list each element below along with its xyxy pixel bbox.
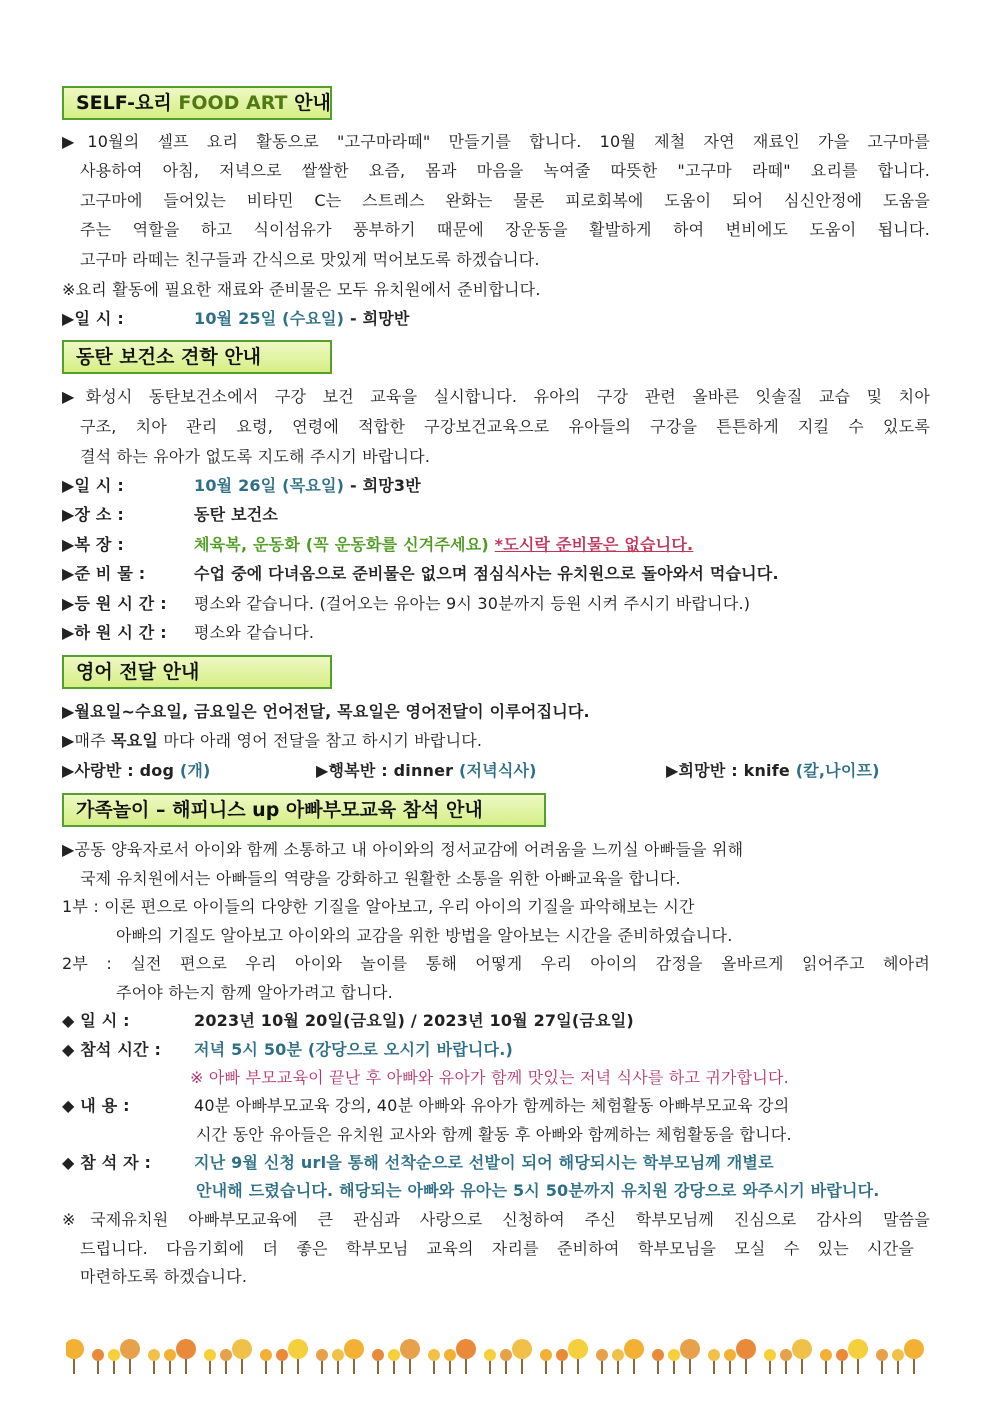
section-title-health-center bbox=[62, 340, 332, 374]
date-row bbox=[62, 1011, 634, 1031]
class-word-3 bbox=[666, 761, 880, 781]
tree-icon bbox=[388, 1349, 400, 1374]
paragraph-line: ▶화성시 동탄보건소에서 구강 보건 교육을 실시합니다. 유아의 구강 관련 올바른 잇솔질 교습 및 치아 bbox=[62, 387, 930, 406]
word-meaning: (저녁식사) bbox=[459, 761, 537, 780]
dress-value: 체육복, 운동화 (꼭 운동화를 신겨주세요) bbox=[194, 535, 495, 554]
tree-icon bbox=[668, 1349, 680, 1374]
title-accent: FOOD ART bbox=[178, 92, 288, 114]
date-value: 10월 26일 (목요일) bbox=[194, 476, 345, 495]
tree-icon bbox=[204, 1349, 216, 1374]
paragraph-line: 결석 하는 유아가 없도록 지도해 주시기 바랍니다. bbox=[80, 447, 431, 466]
title-text: 가족놀이 – 해피니스 up 아빠부모교육 참석 안내 bbox=[76, 799, 483, 821]
part1-line: 아빠의 기질도 알아보고 아이와의 교감을 위한 방법을 알아보는 시간을 준비하였습니다. bbox=[116, 926, 733, 945]
section-title-english bbox=[62, 655, 332, 689]
tree-icon bbox=[92, 1349, 104, 1374]
autumn-trees-decoration-icon bbox=[66, 1330, 926, 1380]
word-meaning: (칼,나이프) bbox=[795, 761, 880, 780]
tree-icon bbox=[500, 1349, 512, 1374]
time-label: ◆ 참석 시간 : bbox=[62, 1040, 162, 1059]
tree-icon bbox=[372, 1349, 384, 1374]
arrive-row bbox=[62, 594, 750, 614]
section-title-dad-education bbox=[62, 793, 546, 827]
tree-icon bbox=[876, 1349, 888, 1374]
english-schedule-line: ▶월요일~수요일, 금요일은 언어전달, 목요일은 영어전달이 이루어집니다. bbox=[62, 702, 590, 721]
note-line: ※요리 활동에 필요한 재료와 준비물은 모두 유치원에서 준비합니다. bbox=[62, 280, 541, 299]
content-row bbox=[62, 1096, 930, 1116]
date-label: ▶일 시 : bbox=[62, 309, 124, 328]
tree-icon bbox=[568, 1339, 588, 1374]
place-value: 동탄 보건소 bbox=[194, 505, 279, 524]
tree-icon bbox=[680, 1339, 700, 1374]
title-text: 영어 전달 안내 bbox=[76, 661, 200, 683]
date-row bbox=[62, 309, 410, 329]
date-row bbox=[62, 476, 421, 496]
attendee-value: 지난 9월 신청 url을 통해 선착순으로 선발이 되어 해당되시는 학부모님께 개별로 bbox=[194, 1153, 774, 1172]
date-label: ▶일 시 : bbox=[62, 476, 124, 495]
tree-icon bbox=[288, 1339, 308, 1374]
tree-icon bbox=[764, 1349, 776, 1374]
content-label: ◆ 내 용 : bbox=[62, 1096, 130, 1115]
content-line: 시간 동안 유아들은 유치원 교사와 함께 활동 후 아빠와 함께하는 체험활동을 합니다. bbox=[196, 1125, 792, 1144]
tree-icon bbox=[120, 1339, 140, 1374]
tree-icon bbox=[176, 1339, 196, 1374]
dinner-note: ※ 아빠 부모교육이 끝난 후 아빠와 유아가 함께 맛있는 저녁 식사를 하고 귀가합니다. bbox=[190, 1068, 789, 1087]
date-label: ◆ 일 시 : bbox=[62, 1011, 130, 1030]
tree-icon bbox=[540, 1349, 552, 1374]
leave-label: ▶하 원 시 간 : bbox=[62, 623, 167, 642]
date-value: 2023년 10월 20일(금요일) / 2023년 10월 27일(금요일) bbox=[194, 1011, 634, 1030]
tree-icon bbox=[892, 1349, 904, 1374]
tree-icon bbox=[220, 1349, 232, 1374]
paragraph-line: 국제 유치원에서는 아빠들의 역량을 강화하고 원활한 소통을 위한 아빠교육을 합니다. bbox=[80, 869, 681, 888]
note-part: ▶매주 bbox=[62, 731, 112, 750]
tree-icon bbox=[332, 1349, 344, 1374]
leave-value: 평소와 같습니다. bbox=[194, 623, 315, 642]
content-value: 40분 아빠부모교육 강의, 40분 아빠와 유아가 함께하는 체험활동 아빠부모교육 강의 bbox=[194, 1096, 790, 1115]
tree-icon bbox=[66, 1339, 84, 1374]
tree-icon bbox=[444, 1349, 456, 1374]
tree-icon bbox=[624, 1339, 644, 1374]
section-title-food-art bbox=[62, 86, 332, 120]
tree-icon bbox=[836, 1349, 848, 1374]
tree-icon bbox=[316, 1349, 328, 1374]
prep-value: 수업 중에 다녀옴으로 준비물은 없으며 점심식사는 유치원으로 돌아와서 먹습니다. bbox=[194, 564, 779, 583]
tree-icon bbox=[164, 1349, 176, 1374]
class-label: ▶사랑반 : dog bbox=[62, 761, 180, 780]
tree-icon bbox=[276, 1349, 288, 1374]
part1-line: 1부 : 이론 편으로 아이들의 다양한 기질을 알아보고, 우리 아이의 기질을 파악해보는 시간 bbox=[62, 897, 695, 916]
attendee-line: 안내해 드렸습니다. 해당되는 아빠와 유아는 5시 50분까지 유치원 강당으로 와주시기 바랍니다. bbox=[196, 1181, 880, 1200]
tree-icon bbox=[652, 1349, 664, 1374]
tree-icon bbox=[108, 1349, 120, 1374]
word-meaning: (개) bbox=[179, 761, 211, 780]
tree-icon bbox=[428, 1349, 440, 1374]
tree-icon bbox=[400, 1339, 420, 1374]
tree-icon bbox=[848, 1339, 868, 1374]
weekday-bold: 목요일 bbox=[111, 731, 159, 750]
closing-line: ※국제유치원 아빠부모교육에 큰 관심과 사랑으로 신청하여 주신 학부모님께 진심으로 감사의 말씀을 bbox=[62, 1210, 930, 1229]
title-text: 동탄 보건소 견학 안내 bbox=[76, 346, 262, 368]
tree-icon bbox=[484, 1349, 496, 1374]
tree-icon bbox=[456, 1339, 476, 1374]
tree-icon bbox=[792, 1339, 812, 1374]
title-part: 안내 bbox=[287, 92, 331, 114]
tree-icon bbox=[556, 1349, 568, 1374]
tree-icon bbox=[904, 1339, 924, 1374]
tree-icon bbox=[260, 1349, 272, 1374]
time-row bbox=[62, 1040, 513, 1060]
lunch-note: *도시락 준비물은 없습니다. bbox=[494, 535, 694, 554]
class-label: ▶행복반 : dinner bbox=[316, 761, 460, 780]
arrive-label: ▶등 원 시 간 : bbox=[62, 594, 167, 613]
class-label: ▶희망반 : knife bbox=[666, 761, 796, 780]
paragraph-line: ▶10월의 셀프 요리 활동으로 "고구마라떼" 만들기를 합니다. 10월 제철 자연 재료인 가을 고구마를 bbox=[62, 132, 930, 151]
date-value: 10월 25일 (수요일) bbox=[194, 309, 345, 328]
tree-icon bbox=[780, 1349, 792, 1374]
attendee-label: ◆ 참 석 자 : bbox=[62, 1153, 152, 1172]
dress-row bbox=[62, 535, 693, 555]
tree-icon bbox=[736, 1339, 756, 1374]
class-name: - 희망반 bbox=[344, 309, 410, 328]
prep-row bbox=[62, 564, 779, 584]
time-value: 저녁 5시 50분 (강당으로 오시기 바랍니다.) bbox=[194, 1040, 513, 1059]
paragraph-line: 고구마 라떼는 친구들과 간식으로 맛있게 먹어보도록 하겠습니다. bbox=[80, 250, 540, 269]
paragraph-line: 주는 역할을 하고 식이섬유가 풍부하기 때문에 장운동을 활발하게 하여 변비에도 도움이 됩니다. bbox=[80, 220, 930, 239]
attendee-row bbox=[62, 1153, 774, 1173]
note-part: 마다 아래 영어 전달을 참고 하시기 바랍니다. bbox=[158, 731, 483, 750]
part2-line: 2부 : 실전 편으로 우리 아이와 놀이를 통해 어떻게 우리 아이의 감정을 올바르게 읽어주고 헤아려 bbox=[62, 954, 930, 973]
tree-icon bbox=[612, 1349, 624, 1374]
closing-line: 드립니다. 다음기회에 더 좋은 학부모님 교육의 자리를 준비하여 학부모님을 모실 수 있는 시간을 bbox=[80, 1239, 914, 1258]
part2-line: 주어야 하는지 함께 알아가려고 합니다. bbox=[116, 983, 393, 1002]
tree-icon bbox=[724, 1349, 736, 1374]
tree-icon bbox=[148, 1349, 160, 1374]
tree-icon bbox=[512, 1339, 532, 1374]
class-name: - 희망3반 bbox=[344, 476, 421, 495]
prep-label: ▶준 비 물 : bbox=[62, 564, 146, 583]
class-word-1 bbox=[62, 761, 211, 781]
english-note-line bbox=[62, 731, 482, 751]
tree-icon bbox=[708, 1349, 720, 1374]
paragraph-line: 고구마에 들어있는 비타민 C는 스트레스 완화는 물론 피로회복에 도움이 되어 심신안정에 도움을 bbox=[80, 191, 930, 210]
paragraph-line: ▶공동 양육자로서 아이와 함께 소통하고 내 아이와의 정서교감에 어려움을 느끼실 아빠들을 위해 bbox=[62, 840, 744, 859]
place-row bbox=[62, 505, 278, 525]
tree-icon bbox=[344, 1339, 364, 1374]
dress-label: ▶복 장 : bbox=[62, 535, 124, 554]
tree-icon bbox=[596, 1349, 608, 1374]
tree-icon bbox=[232, 1339, 252, 1374]
tree-icon bbox=[820, 1349, 832, 1374]
class-word-2 bbox=[316, 761, 537, 781]
leave-row bbox=[62, 623, 314, 643]
arrive-value: 평소와 같습니다. (걸어오는 유아는 9시 30분까지 등원 시켜 주시기 바랍니다.) bbox=[194, 594, 751, 613]
closing-line: 마련하도록 하겠습니다. bbox=[80, 1267, 248, 1286]
paragraph-line: 구조, 치아 관리 요령, 연령에 적합한 구강보건교육으로 유아들의 구강을 튼튼하게 지킬 수 있도록 bbox=[80, 417, 930, 436]
title-part: SELF-요리 bbox=[76, 92, 179, 114]
paragraph-line: 사용하여 아침, 저녁으로 쌀쌀한 요즘, 몸과 마음을 녹여줄 따뜻한 "고구마 라떼" 요리를 합니다. bbox=[80, 161, 930, 180]
place-label: ▶장 소 : bbox=[62, 505, 124, 524]
